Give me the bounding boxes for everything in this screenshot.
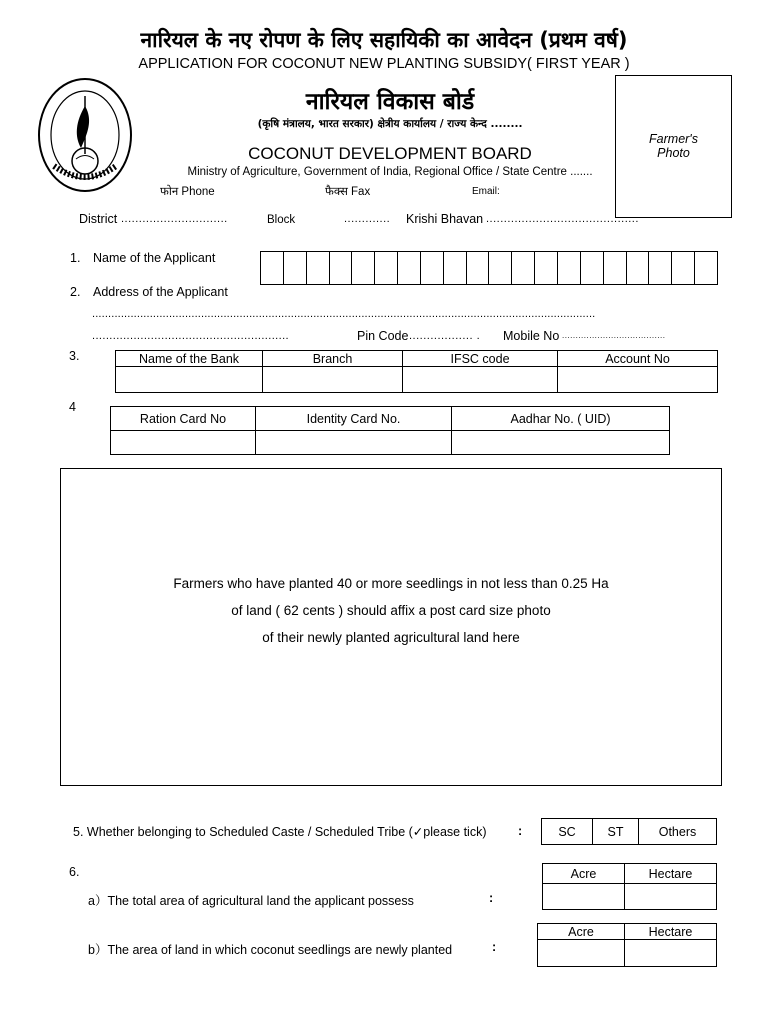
email-label: Email: <box>472 186 500 197</box>
ministry-line: Ministry of Agriculture, Government of India, Regional Office / State Centre ....... <box>187 166 593 178</box>
form-title: APPLICATION FOR COCONUT NEW PLANTING SUBSIDY( FIRST YEAR ) <box>138 56 630 72</box>
total-area-label: a）The total area of agricultural land the applicant possess <box>88 894 414 908</box>
mobile-label: Mobile No <box>503 329 560 343</box>
photo-box-label-2: Photo <box>657 146 690 160</box>
land-photo-box[interactable] <box>60 468 722 786</box>
photo-note-line-2: of land ( 62 cents ) should affix a post card size photo <box>231 603 551 618</box>
planted-area-acre-header: Acre <box>538 924 625 940</box>
bank-name-cell[interactable] <box>116 367 263 393</box>
block-field[interactable]: ............. <box>344 213 391 225</box>
district-label: District <box>79 212 118 226</box>
q4-number: 4 <box>69 400 76 414</box>
org-name: COCONUT DEVELOPMENT BOARD <box>248 144 532 163</box>
pin-code-label: Pin Code <box>357 329 409 343</box>
q6-number: 6. <box>69 865 80 879</box>
q1-number: 1. <box>70 251 81 265</box>
total-area-table <box>542 863 717 910</box>
block-label: Block <box>267 214 296 226</box>
ifsc-header: IFSC code <box>403 351 558 367</box>
photo-note-line-3: of their newly planted agricultural land here <box>262 630 520 645</box>
hindi-org-subtitle: (कृषि मंत्रालय, भारत सरकार) क्षेत्रीय कार्यालय / राज्य केन्द ........ <box>257 118 523 130</box>
account-no-cell[interactable] <box>558 367 718 393</box>
identity-card-cell[interactable] <box>256 431 452 455</box>
cdb-logo <box>36 76 134 194</box>
krishi-bhavan-label: Krishi Bhavan <box>406 212 484 226</box>
q6b-colon: : <box>492 940 497 954</box>
total-area-acre-cell[interactable] <box>543 884 625 910</box>
q6a-colon: : <box>489 891 494 905</box>
branch-cell[interactable] <box>263 367 403 393</box>
farmer-photo-box[interactable] <box>615 75 732 218</box>
planted-area-label: b）The area of land in which coconut seedlings are newly planted <box>88 943 453 957</box>
applicant-name-boxes[interactable] <box>260 251 718 285</box>
aadhar-cell[interactable] <box>452 431 670 455</box>
account-no-header: Account No <box>558 351 718 367</box>
hindi-org-name: नारियल विकास बोर्ड <box>305 89 475 115</box>
total-area-acre-header: Acre <box>543 864 625 884</box>
total-area-hectare-cell[interactable] <box>625 884 717 910</box>
planted-area-hectare-cell[interactable] <box>625 940 717 967</box>
planted-area-acre-cell[interactable] <box>538 940 625 967</box>
district-field[interactable]: .............................. <box>121 213 228 225</box>
ration-card-cell[interactable] <box>111 431 256 455</box>
others-option[interactable]: Others <box>639 819 717 845</box>
ration-card-header: Ration Card No <box>111 407 256 431</box>
aadhar-header: Aadhar No. ( UID) <box>452 407 670 431</box>
bank-details-table <box>115 350 718 393</box>
phone-label: फोन Phone <box>160 186 215 198</box>
branch-header: Branch <box>263 351 403 367</box>
caste-question-label: 5. Whether belonging to Scheduled Caste / Scheduled Tribe (✓please tick) <box>73 825 487 839</box>
fax-label: फैक्स Fax <box>325 186 371 198</box>
krishi-bhavan-field[interactable]: ........................................... <box>486 213 639 225</box>
pin-code-field[interactable]: .................. . <box>409 330 481 342</box>
caste-options-table <box>541 818 717 845</box>
sc-option[interactable]: SC <box>542 819 593 845</box>
photo-box-label: Farmer's <box>649 132 698 146</box>
planted-area-table <box>537 923 717 967</box>
q2-number: 2. <box>70 285 81 299</box>
ifsc-cell[interactable] <box>403 367 558 393</box>
hindi-form-title: नारियल के नए रोपण के लिए सहायिकी का आवेदन (प्रथम वर्ष) <box>140 28 628 52</box>
mobile-field[interactable]: ...................................... <box>562 331 666 340</box>
identity-card-header: Identity Card No. <box>256 407 452 431</box>
bank-name-header: Name of the Bank <box>116 351 263 367</box>
total-area-hectare-header: Hectare <box>625 864 717 884</box>
st-option[interactable]: ST <box>593 819 639 845</box>
address-field-line-2[interactable]: ......................................................... <box>92 330 290 342</box>
address-label: Address of the Applicant <box>93 285 228 299</box>
q5-colon: : <box>518 824 523 838</box>
address-field-line-1[interactable]: ............................................................................................................................................................. <box>92 308 596 320</box>
applicant-name-label: Name of the Applicant <box>93 251 216 265</box>
id-details-table <box>110 406 670 455</box>
q3-number: 3. <box>69 349 80 363</box>
planted-area-hectare-header: Hectare <box>625 924 717 940</box>
photo-note-line-1: Farmers who have planted 40 or more seedlings in not less than 0.25 Ha <box>173 576 609 591</box>
